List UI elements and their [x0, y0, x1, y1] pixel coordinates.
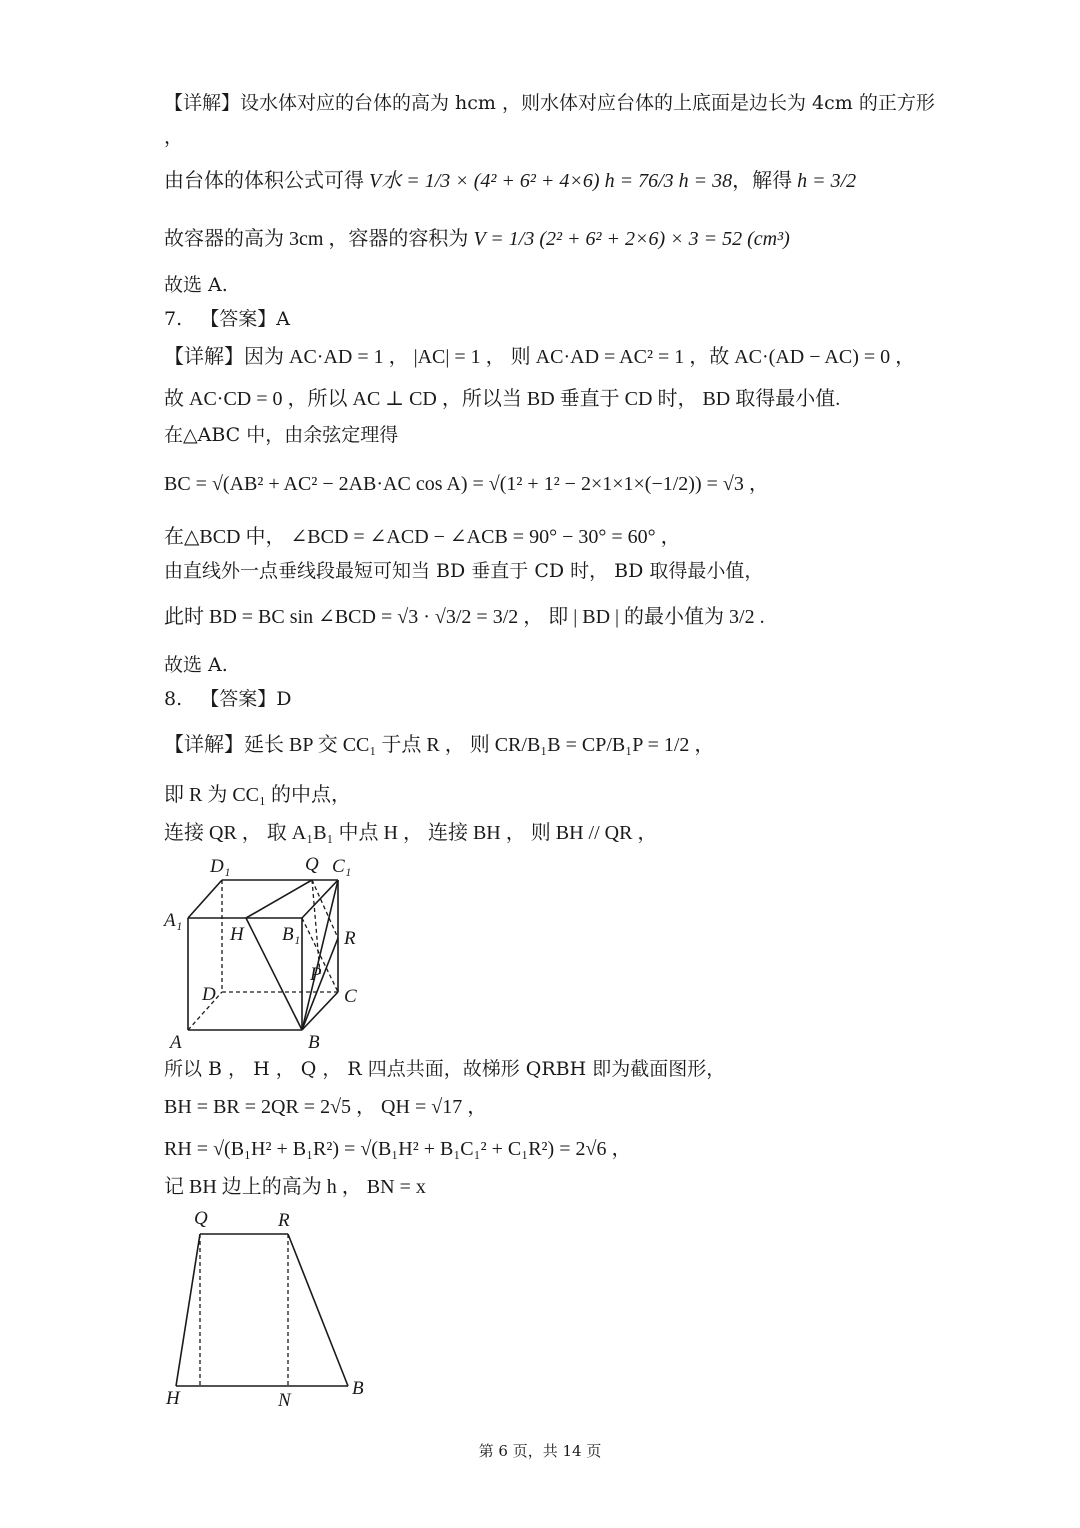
label-c1: C₁ — [332, 856, 352, 877]
trap-label-b: B — [352, 1378, 364, 1399]
label-h: H — [230, 924, 244, 945]
label-b1: B₁ — [282, 924, 301, 945]
label-p: P — [310, 964, 322, 985]
label-b: B — [308, 1032, 320, 1053]
label-c: C — [344, 986, 357, 1007]
q8-detail-line7: 记 BH 边上的高为 h ， BN = x — [164, 1176, 426, 1198]
q8-answer-line: 8. 【答案】D — [164, 688, 292, 710]
q8-answer: D — [276, 688, 292, 710]
q7-detail-line2: 故 AC·CD = 0 ，所以 AC ⊥ CD ，所以当 BD 垂直于 CD 时， BD 取得最小值. — [164, 388, 841, 410]
trap-label-r: R — [278, 1210, 290, 1231]
q7-min-value-line: 此时 BD = BC sin ∠BCD = √3 · √3/2 = 3/2 ， 即 | BD | 的最小值为 3/2 . — [164, 606, 765, 628]
label-q: Q — [305, 854, 319, 875]
q7-cosine-formula: BC = √(AB² + AC² − 2AB·AC cos A) = √(1² + 1² − 2×1×1×(−1/2)) = √3 ， — [164, 473, 769, 495]
capacity-formula: V = 1/3 (2² + 6² + 2×6) × 3 = 52 (cm³) — [473, 228, 790, 250]
q8-detail-line1: 【详解】延长 BP 交 CC₁ 于点 R ， 则 CR/B₁B = CP/B₁P = 1/2 ， — [164, 734, 715, 756]
q8-detail-line5: BH = BR = 2QR = 2√5 ， QH = √17 ， — [164, 1096, 488, 1118]
q6-conclusion: 故选 A. — [164, 274, 228, 296]
edge-rb — [288, 1234, 348, 1386]
label-r: R — [344, 928, 356, 949]
q7-detail-line6: 由直线外一点垂线段最短可知当 BD 垂直于 CD 时， BD 取得最小值， — [164, 560, 764, 582]
q7-detail-line1: 【详解】因为 AC·AD = 1 ， |AC| = 1 ， 则 AC·AD = AC² = 1 ，故 AC·(AD − AC) = 0 ， — [164, 346, 916, 368]
q6-detail-comma: ， — [164, 126, 184, 148]
label-d: D — [202, 984, 216, 1005]
trapezoid-diagram — [160, 1200, 380, 1415]
q6-detail-line1 — [164, 90, 935, 116]
trap-label-n: N — [278, 1390, 291, 1411]
label-a1: A₁ — [164, 910, 183, 931]
trap-label-q: Q — [194, 1208, 208, 1229]
q8-detail-line4: 所以 B ， H ， Q ， R 四点共面，故梯形 QRBH 即为截面图形， — [164, 1058, 726, 1080]
cube-diagram — [160, 850, 370, 1055]
q7-detail-line3: 在△ABC 中，由余弦定理得 — [164, 424, 399, 446]
q7-answer-line: 7. 【答案】A — [164, 308, 291, 330]
trap-label-h: H — [166, 1388, 180, 1409]
q8-detail-line3: 连接 QR ， 取 A₁B₁ 中点 H ， 连接 BH ， 则 BH // QR ， — [164, 822, 658, 844]
q7-conclusion: 故选 A. — [164, 654, 228, 676]
q6-capacity-line: 故容器的高为 3cm ，容器的容积为 V = 1/3 (2² + 6² + 2×6) × 3 = 52 (cm³) — [164, 228, 790, 250]
label-d1: D₁ — [210, 856, 231, 877]
height-result: h = 3/2 — [797, 170, 857, 192]
edge-qh — [176, 1234, 200, 1386]
q8-detail-line2: 即 R 为 CC₁ 的中点， — [164, 784, 351, 806]
volume-formula: V水 = 1/3 × (4² + 6² + 4×6) h = 76/3 h = 38 — [369, 170, 733, 192]
q6-formula-line: 由台体的体积公式可得 V水 = 1/3 × (4² + 6² + 4×6) h = 76/3 h = 38，解得 h = 3/2 — [164, 170, 857, 192]
detail-tag: 【详解】 — [164, 92, 241, 114]
q8-detail-line6: RH = √(B₁H² + B₁R²) = √(B₁H² + B₁C₁² + C₁R²) = 2√6 ， — [164, 1138, 632, 1160]
line-bc1 — [302, 880, 338, 1030]
page-footer: 第 6 页，共 14 页 — [478, 1442, 602, 1460]
edge-bc — [302, 992, 338, 1030]
line-hq — [246, 880, 312, 918]
q6-line1-text: 设水体对应的台体的高为 hcm ，则水体对应台体的上底面是边长为 4cm 的正方形 — [240, 92, 935, 114]
q7-angle-line: 在△BCD 中， ∠BCD = ∠ACD − ∠ACB = 90° − 30° = 60° ， — [164, 526, 681, 548]
q7-answer: A — [276, 308, 291, 330]
label-a: A — [170, 1032, 182, 1053]
edge-a1d1 — [188, 880, 222, 918]
edge-b1c1 — [302, 880, 338, 918]
